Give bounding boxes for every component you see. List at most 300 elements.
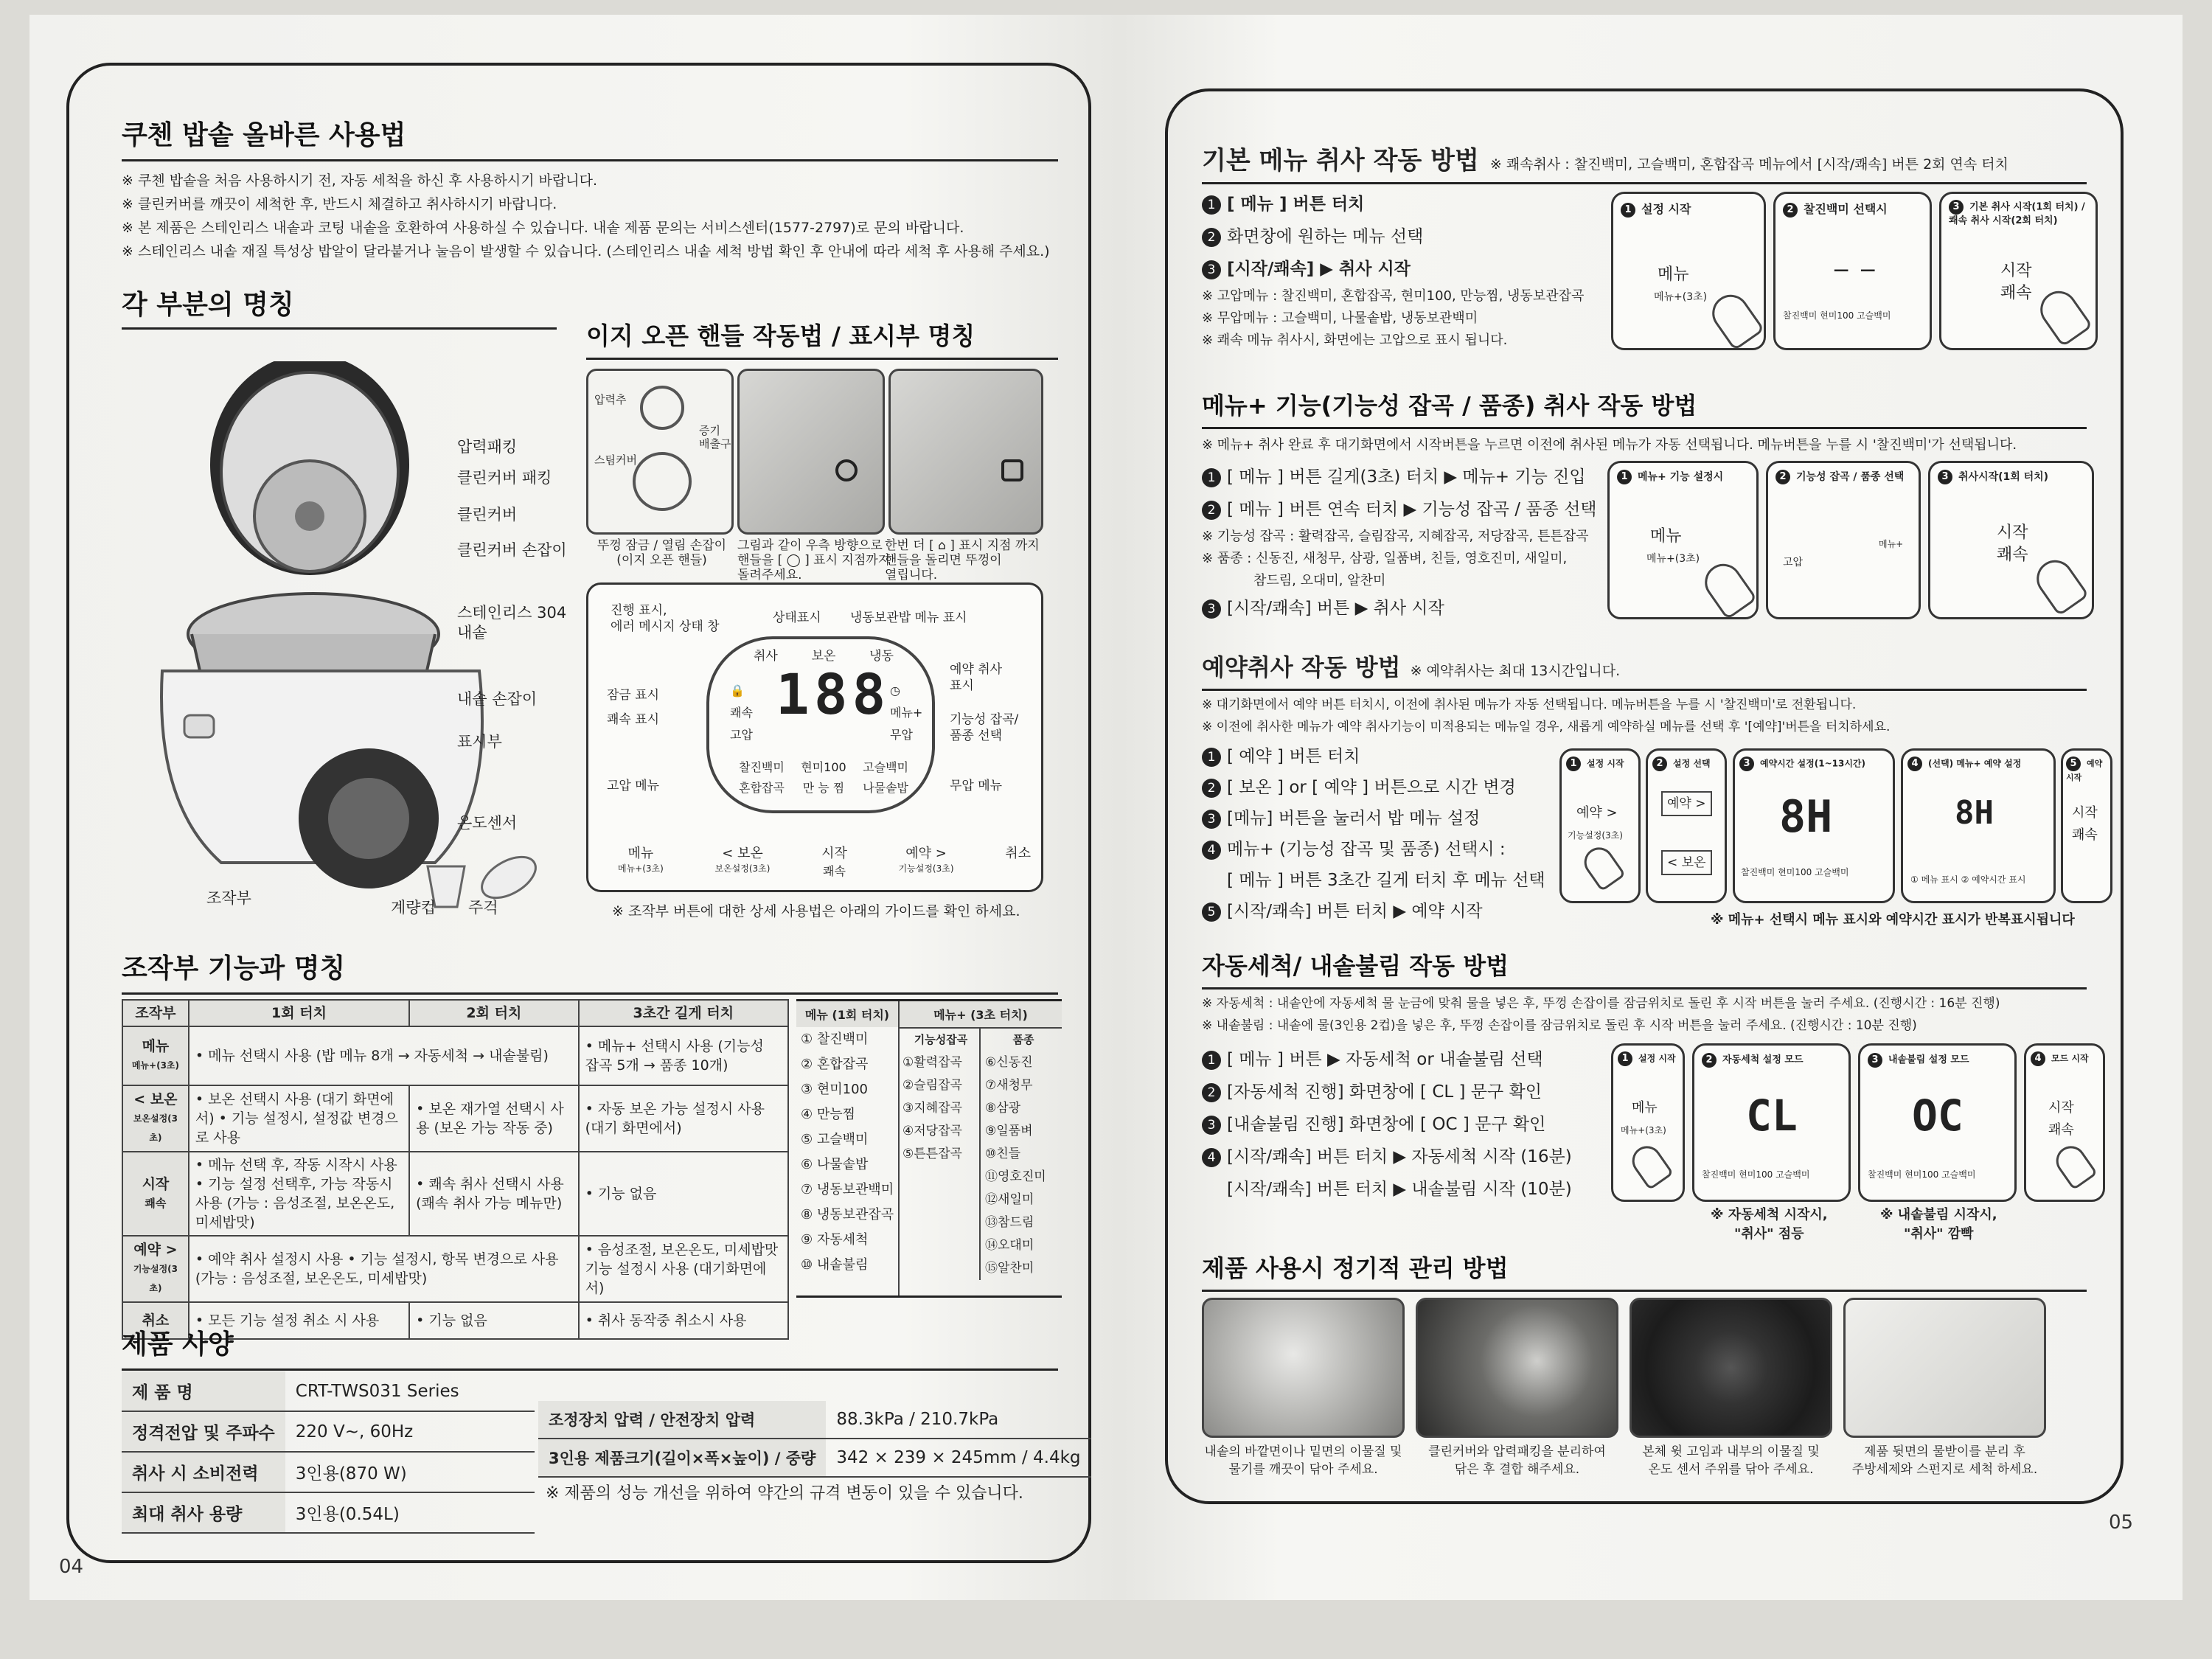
reserve-note: ※ 대기화면에서 예약 버튼 터치시, 이전에 취사된 메뉴가 자동 선택됩니다. 메뉴버튼을 누를 시 '찰진백미'로 전환됩니다.: [1202, 698, 1857, 712]
box-line: 메뉴+(3초): [1654, 291, 1708, 303]
basic-note: ※ 쾌속 메뉴 취사시, 화면에는 고압으로 표시 됩니다.: [1202, 333, 1508, 348]
step-text: [시작/쾌속] 버튼 터치 ▶ 예약 시작: [1227, 902, 1483, 921]
box-line: 메뉴: [1658, 265, 1689, 284]
box-head: 설정 시작: [1638, 1053, 1676, 1064]
caption-line: ※ 내솥불림 시작시,: [1880, 1207, 1997, 1222]
box-head: 취사시작(1회 터치): [1958, 471, 2049, 483]
clean-box-2: 2 자동세척 설정 모드 CL 찰진백미 현미100 고슬백미: [1692, 1043, 1851, 1202]
spec-section: [122, 1324, 1058, 1371]
box-line: CL: [1746, 1091, 1798, 1141]
basic-box-1: 1 설정 시작 메뉴 메뉴+(3초): [1611, 192, 1766, 350]
step-text: [시작/쾌속] ▶ 취사 시작: [1227, 260, 1411, 279]
box-head: 예약시간 설정(1~13시간): [1760, 758, 1865, 769]
cell-2-touch: • 쾌속 취사 선택시 사용 (쾌속 취사 가능 메뉴만): [409, 1152, 578, 1236]
box-line: 메뉴+(3초): [1621, 1125, 1666, 1135]
basic-title-note: ※ 쾌속취사 : 찰진백미, 고슬백미, 혼합잡곡 메뉴에서 [시작/쾌속] 버튼 2회 연속 터치: [1489, 156, 2009, 173]
box-line: 메뉴+(3초): [1646, 553, 1700, 565]
display-label: 에러 메시지 상태 창: [611, 619, 720, 634]
variety-item: ⑫새일미: [985, 1192, 1034, 1207]
caption-line: 제품 뒷면의 물받이를 분리 후: [1864, 1444, 2025, 1459]
table-row: [122, 1492, 535, 1533]
variety-item: ⑩친들: [985, 1147, 1021, 1161]
reserve-steps: 1 [ 예약 ] 버튼 터치 2 [ 보온 ] or [ 예약 ] 버튼으로 시간 변경 3 [메뉴] 버튼을 눌러서 밥 메뉴 설정 4 메뉴+ (기능성 잡곡 및 품종) 선택시 : [ 메뉴 ] 버튼 3초간 길게 터치 후 메뉴 선택 5 [시작/쾌속] 버튼 터치 ▶ 예약 시작: [1202, 741, 1545, 927]
box-head: 찰진백미 선택시: [1804, 202, 1888, 216]
handle-title: 이지 오픈 핸들 작동법 / 표시부 명칭: [586, 317, 1058, 360]
step-text: [ 메뉴 ] 버튼 연속 터치 ▶ 기능성 잡곡 / 품종 선택: [1227, 500, 1597, 519]
handle-caption-1: [590, 538, 734, 568]
lcd-menu-item: 나물솥밥: [863, 781, 908, 795]
lcd-fast: 쾌속: [730, 706, 753, 720]
spec-value: 3인용(870 W): [285, 1452, 535, 1492]
display-footnote: ※ 조작부 버튼에 대한 상세 사용법은 아래의 가이드를 확인 하세요.: [612, 903, 1020, 919]
clean-caption-2: [1880, 1206, 1997, 1244]
caption-line: 열립니다.: [885, 568, 938, 582]
step-text: [ 메뉴 ] 버튼 ▶ 자동세척 or 내솥불림 선택: [1227, 1050, 1543, 1069]
box-head: 기본 취사 시작(1회 터치) / 쾌속 취사 시작(2회 터치): [1949, 201, 2085, 226]
controls-table: [122, 999, 789, 1340]
box-head: (선택) 메뉴+ 예약 설정: [1928, 758, 2022, 769]
label-rice-paddle: 주걱: [468, 899, 498, 917]
label-steam-cover: 스팀커버: [594, 453, 637, 467]
right-page: [1121, 15, 2183, 1600]
lcd-menu-item: 현미100: [801, 760, 846, 774]
caption-line: 주방세제와 스펀지로 세척 하세요.: [1851, 1462, 2038, 1477]
variety-header: 품종: [1012, 1033, 1034, 1046]
clean-box-3: 3 내솥불림 설정 모드 OC 찰진백미 현미100 고슬백미: [1858, 1043, 2017, 1202]
caption-line: "취사" 깜빡: [1904, 1226, 1974, 1242]
menuplus-note-line: 참드림, 오대미, 알찬미: [1253, 573, 1386, 588]
parts-title: 각 부분의 명칭: [122, 284, 557, 330]
handle-step-3-image: [888, 369, 1043, 535]
caption-line: 닦은 후 결합 해주세요.: [1454, 1462, 1580, 1477]
box-line: 찰진백미 현미100 고슬백미: [1702, 1169, 1810, 1180]
func-item: ①활력잡곡: [902, 1055, 962, 1070]
spec-key: 정격전압 및 주파수: [122, 1411, 285, 1452]
spec-key: 조정장치 압력 / 안전장치 압력: [538, 1401, 826, 1439]
label-control-panel: 조작부: [206, 889, 251, 907]
variety-item: ⑪영호진미: [985, 1169, 1046, 1184]
box-line: 시작: [2072, 805, 2098, 821]
handle-step-2-image: [737, 369, 885, 535]
caption-line: 내솥의 바깥면이나 밑면의 이물질 및: [1204, 1444, 1402, 1459]
table-row: [122, 1452, 535, 1492]
usage-section: [122, 114, 1058, 263]
box-line: 쾌속: [1997, 546, 2028, 564]
finger-icon: [2033, 284, 2093, 347]
basic-title: 기본 메뉴 취사 작동 방법: [1202, 146, 1479, 175]
cell-1-touch: • 예약 취사 설정시 사용 • 기능 설정시, 항목 변경으로 사용 (가능 : 음성조절, 보온온도, 미세밥맛): [189, 1236, 579, 1302]
box-line: 메뉴+: [1879, 539, 1904, 549]
box-head: 메뉴+ 기능 설정시: [1638, 471, 1724, 483]
display-label: 무압 메뉴: [950, 779, 1003, 793]
display-label: 예약 취사: [950, 662, 1003, 677]
box-head: 예약 시작: [2066, 759, 2103, 782]
row-name: 예약 >: [133, 1242, 178, 1258]
menu-item: ⑩ 내솥불림: [801, 1257, 869, 1273]
display-label: 고압 메뉴: [607, 779, 660, 793]
step-text: [ 메뉴 ] 버튼 길게(3초) 터치 ▶ 메뉴+ 기능 진입: [1227, 467, 1586, 487]
row-name-sub: 메뉴+(3초): [131, 1060, 179, 1071]
box-line: ─ ─: [1834, 258, 1875, 284]
lcd-screen: [706, 636, 935, 813]
box-line: < 보온: [1661, 850, 1712, 875]
menu-header: 메뉴 (1회 터치): [796, 1001, 898, 1027]
box-line: 메뉴: [1650, 527, 1682, 546]
box-line: 메뉴: [1632, 1100, 1658, 1116]
menu-item: ⑨ 자동세척: [801, 1232, 869, 1248]
clean-section: [1202, 947, 2087, 1037]
display-label: 품종 선택: [950, 728, 1003, 743]
panel-button-reserve[interactable]: [899, 843, 954, 879]
variety-item: ⑮알찬미: [985, 1261, 1034, 1276]
box-head: 자동세척 설정 모드: [1722, 1054, 1804, 1065]
basic-note: ※ 무압메뉴 : 고슬백미, 나물솥밥, 냉동보관백미: [1202, 310, 1478, 326]
button-label: < 보온: [722, 846, 763, 861]
caption-line: (이지 오픈 핸들): [616, 553, 707, 568]
menu-items: [796, 1027, 898, 1278]
label-measuring-cup: 계량컵: [391, 899, 436, 917]
box-line: 기능설정(3초): [1568, 830, 1623, 841]
box-line: ① 메뉴 표시 ② 예약시간 표시: [1910, 874, 2026, 885]
variety-item: ⑬참드림: [985, 1215, 1034, 1230]
menu-item: ⑦ 냉동보관백미: [801, 1182, 894, 1197]
spec-value: 342 × 239 × 245mm / 4.4kg: [826, 1439, 1091, 1477]
lcd-high-pressure: 고압: [730, 728, 753, 742]
lcd-menu-item: 혼합잡곡: [739, 781, 785, 795]
care-section: [1202, 1250, 2087, 1292]
reserve-section: [1202, 649, 2087, 738]
row-name: < 보온: [133, 1091, 178, 1107]
table-row: [122, 1152, 788, 1236]
col-header: 조작부: [122, 1000, 189, 1026]
cell-long-touch: • 기능 없음: [579, 1152, 788, 1236]
menuplus-note-line: ※ 기능성 잡곡 : 활력잡곡, 슬림잡곡, 지혜잡곡, 저당잡곡, 튼튼잡곡: [1202, 529, 1589, 544]
panel-button-warm[interactable]: [715, 843, 771, 879]
box-line: 찰진백미 현미100 고슬백미: [1783, 310, 1891, 321]
step-text: 화면창에 원하는 메뉴 선택: [1227, 227, 1424, 246]
caption-line: 핸들을 돌리면 뚜껑이: [885, 553, 1002, 568]
reserve-footnote: ※ 메뉴+ 선택시 메뉴 표시와 예약시간 표시가 반복표시됩니다: [1711, 912, 2075, 928]
caption-line: 그림과 같이 우측 방향으로: [737, 538, 883, 553]
clean-title: 자동세척/ 내솥불림 작동 방법: [1202, 947, 2087, 990]
box-line: 8H: [1779, 791, 1833, 843]
table-row: [538, 1401, 1091, 1439]
panel-button-start[interactable]: [821, 843, 847, 879]
func-header: 기능성잡곡: [914, 1033, 968, 1046]
step-text: [ 보온 ] or [ 예약 ] 버튼으로 시간 변경: [1227, 778, 1516, 797]
clean-caption-1: [1711, 1206, 1828, 1244]
lcd-digits: 188: [776, 661, 891, 727]
step-text: [내솥불림 진행] 화면창에 [ OC ] 문구 확인: [1227, 1115, 1546, 1134]
care-caption-3: [1630, 1443, 1832, 1478]
usage-note: ※ 스테인리스 내솥 재질 특성상 밥알이 달라붙거나 눌음이 발생할 수 있습니다. (스테인리스 내솥 세척 방법 확인 후 안내에 따라 세척 후 사용해 주세요.): [122, 243, 1050, 260]
col-header: 3초간 길게 터치: [579, 1000, 788, 1026]
variety-item: ⑦새청무: [985, 1078, 1033, 1093]
page-number: 05: [2109, 1512, 2134, 1534]
controls-title: 조작부 기능과 명칭: [122, 947, 1058, 995]
step-text: 메뉴+ (기능성 잡곡 및 품종) 선택시 :: [1227, 840, 1506, 859]
spec-key: 3인용 제품크기(길이×폭×높이) / 중량: [538, 1439, 826, 1477]
label-inner-pot: 내솥: [457, 624, 487, 641]
care-photo-inner-pot: [1202, 1298, 1405, 1438]
cell-1-touch: • 모든 기능 설정 취소 시 사용: [189, 1302, 409, 1339]
button-sub-label: 메뉴+(3초): [618, 863, 664, 874]
display-label: 쾌속 표시: [607, 712, 660, 727]
handle-caption-2: [737, 538, 890, 582]
box-line: 고압: [1783, 557, 1804, 568]
reserve-title-note: ※ 예약취사는 최대 13시간입니다.: [1410, 663, 1621, 679]
button-label: 예약 >: [905, 846, 947, 861]
panel-buttons: [618, 843, 1031, 879]
step-text: [시작/쾌속] 버튼 터치 ▶ 자동세척 시작 (16분): [1227, 1147, 1572, 1166]
reserve-title: 예약취사 작동 방법: [1202, 653, 1401, 681]
spec-key: 제 품 명: [122, 1371, 285, 1411]
cell-1-touch: • 메뉴 선택 후, 작동 시작시 사용 • 기능 설정 선택후, 가능 작동시 사용 (가능 : 음성조절, 보온온도, 미세밥맛): [189, 1152, 409, 1236]
menuplus-section: [1202, 387, 2087, 457]
display-label: 표시: [950, 678, 974, 693]
box-line: 쾌속: [2000, 284, 2032, 302]
menuplus-box-1: 1 메뉴+ 기능 설정시 메뉴 메뉴+(3초): [1607, 461, 1759, 619]
row-name: 시작: [142, 1176, 170, 1192]
usage-note: ※ 클린커버를 깨끗이 세척한 후, 반드시 체결하고 취사하시기 바랍니다.: [122, 196, 557, 212]
variety-item: ⑧삼광: [985, 1101, 1021, 1116]
col-header: 1회 터치: [189, 1000, 409, 1026]
spec-note: ※ 제품의 성능 개선을 위하여 약간의 규격 변동이 있을 수 있습니다.: [546, 1484, 1023, 1503]
finger-icon: [2051, 1141, 2098, 1191]
box-head: 설정 시작: [1587, 758, 1624, 769]
label-clean-cover: 클린커버: [457, 506, 518, 524]
box-line: 예약 >: [1576, 805, 1618, 821]
menu-plus-header: 메뉴+ (3초 터치): [900, 1001, 1062, 1029]
display-label: 상태표시: [773, 611, 821, 625]
box-line: 8H: [1955, 794, 1994, 832]
label-inner-pot-handle: 내솥 손잡이: [457, 690, 538, 708]
cell-long-touch: • 자동 보온 가능 설정시 사용 (대기 화면에서): [579, 1085, 788, 1152]
clean-note: ※ 자동세척 : 내솥안에 자동세척 물 눈금에 맞춰 물을 넣은 후, 뚜껑 손잡이를 잠금위치로 돌린 후 시작 버튼을 눌러 주세요. (진행시간 : 16분 진행): [1202, 996, 2000, 1011]
label-clean-cover-handle: 클린커버 손잡이: [457, 541, 567, 559]
spec-table: [122, 1371, 535, 1534]
spec-value: 88.3kPa / 210.7kPa: [826, 1401, 1091, 1439]
lcd-warm: 보온: [811, 649, 836, 664]
row-name-sub: 쾌속: [145, 1197, 167, 1210]
care-photo-body: [1630, 1298, 1832, 1438]
clean-box-1: 1 설정 시작 메뉴 메뉴+(3초): [1611, 1043, 1685, 1202]
care-caption-4: [1843, 1443, 2046, 1478]
basic-box-2: 2 찰진백미 선택시 ─ ─ 찰진백미 현미100 고슬백미: [1773, 192, 1932, 350]
cell-long-touch: • 취사 동작중 취소시 사용: [579, 1302, 788, 1339]
clean-steps: 1 [ 메뉴 ] 버튼 ▶ 자동세척 or 내솥불림 선택 2 [자동세척 진행] 화면창에 [ CL ] 문구 확인 3 [내솥불림 진행] 화면창에 [ OC ] 문구 확인 4 [시작/쾌속] 버튼 터치 ▶ 자동세척 시작 (16분) [시작/쾌속] 버튼 터치 ▶ 내솥불림 시작 (10분): [1202, 1043, 1572, 1206]
menuplus-steps: 1 [ 메뉴 ] 버튼 길게(3초) 터치 ▶ 메뉴+ 기능 진입 2 [ 메뉴 ] 버튼 연속 터치 ▶ 기능성 잡곡 / 품종 선택 ※ 기능성 잡곡 : 활력잡곡, 슬림잡곡, 지혜잡곡, 저당잡곡, 튼튼잡곡 ※ 품종 : 신동진, 새청무, 삼광, 일품벼, 친들, 영호진미, 새일미, 참드림, 오대미, 알찬미 3 [시작/쾌속] 버튼 ▶ 취사 시작: [1202, 467, 1597, 618]
cell-2-touch: • 보온 재가열 선택시 사용 (보온 가능 작동 중): [409, 1085, 578, 1152]
box-head: 모드 시작: [2051, 1053, 2089, 1064]
label-display: 표시부: [457, 733, 502, 751]
finger-icon: [1697, 557, 1757, 620]
clean-note: ※ 내솥불림 : 내솥에 물(3인용 2컵)을 넣은 후, 뚜껑 손잡이를 잠금위치로 돌린 후 시작 버튼을 눌러 주세요. (진행시간 : 10분 진행): [1202, 1018, 1917, 1033]
label-pressure-weight: 압력추: [594, 393, 627, 406]
variety-item: ⑥신동진: [985, 1055, 1033, 1070]
reserve-box-1: 1 설정 시작 예약 > 기능설정(3초): [1559, 748, 1641, 903]
box-line: 시작: [1997, 524, 2028, 542]
lcd-cook: 취사: [754, 649, 778, 664]
clean-box-4: 4 모드 시작 시작 쾌속: [2024, 1043, 2105, 1202]
button-label: 취소: [1005, 846, 1031, 861]
menu-item: ⑤ 고슬백미: [801, 1132, 869, 1147]
usage-notes: [122, 169, 1058, 263]
manual-spread: [29, 15, 2183, 1615]
row-name-sub: 기능설정(3초): [133, 1264, 178, 1293]
func-item: ⑤튼튼잡곡: [902, 1147, 962, 1161]
caption-line: 물기를 깨끗이 닦아 주세요.: [1228, 1462, 1378, 1477]
cell-1-touch: • 메뉴 선택시 사용 (밥 메뉴 8개 → 자동세척 → 내솥불림): [189, 1026, 579, 1085]
box-line: 쾌속: [2072, 827, 2098, 843]
row-name: 취소: [142, 1312, 170, 1329]
finger-icon: [1705, 288, 1764, 351]
menu-item: ⑥ 나물솥밥: [801, 1157, 869, 1172]
spec-table-2: [538, 1401, 1091, 1478]
button-label: 메뉴: [627, 846, 654, 861]
menu-list-panel: [796, 999, 1062, 1298]
step-text: [시작/쾌속] 버튼 터치 ▶ 내솥불림 시작 (10분): [1227, 1180, 1572, 1199]
usage-note: ※ 본 제품은 스테인리스 내솥과 코팅 내솥을 호환하여 사용하실 수 있습니다. 내솥 제품 문의는 서비스센터(1577-2797)로 문의 바랍니다.: [122, 220, 964, 236]
reserve-box-5: 5 예약 시작 시작 쾌속: [2061, 748, 2112, 903]
menu-item: ④ 만능찜: [801, 1107, 856, 1122]
page-number: 04: [59, 1556, 84, 1578]
display-label: 진행 표시,: [611, 603, 667, 618]
table-row: [538, 1439, 1091, 1477]
label-temp-sensor: 온도센서: [457, 814, 518, 832]
box-head: 설정 선택: [1673, 758, 1711, 769]
left-page: [29, 15, 1121, 1600]
cell-1-touch: • 보온 선택시 사용 (대기 화면에서) • 기능 설정시, 설정값 변경으로 사용: [189, 1085, 409, 1152]
reserve-box-4: 4 (선택) 메뉴+ 예약 설정 8H ① 메뉴 표시 ② 예약시간 표시: [1901, 748, 2056, 903]
box-line: 찰진백미 현미100 고슬백미: [1741, 867, 1849, 877]
menuplus-note-line: ※ 품종 : 신동진, 새청무, 삼광, 일품벼, 친들, 영호진미, 새일미,: [1202, 551, 1568, 566]
controls-section: [122, 947, 1058, 995]
basic-note: ※ 고압메뉴 : 찰진백미, 혼합잡곡, 현미100, 만능찜, 냉동보관잡곡: [1202, 288, 1585, 304]
step-text: [메뉴] 버튼을 눌러서 밥 메뉴 설정: [1227, 809, 1481, 828]
step-text: [자동세척 진행] 화면창에 [ CL ] 문구 확인: [1227, 1082, 1542, 1102]
spec-value: CRT-TWS031 Series: [285, 1371, 535, 1411]
table-row: [122, 1026, 788, 1085]
caption-line: 핸들을 [ ◯ ] 표시 지점까지: [737, 553, 891, 568]
caption-line: 온도 센서 주위를 닦아 주세요.: [1648, 1462, 1814, 1477]
box-head: 기능성 잡곡 / 품종 선택: [1796, 471, 1905, 483]
handle-section: [586, 317, 1058, 360]
lcd-frozen: 냉동: [869, 649, 894, 664]
finger-icon: [1627, 1141, 1674, 1191]
parts-section: [122, 284, 557, 330]
button-sub-label: 보온설정(3초): [714, 863, 771, 874]
reserve-box-3: 3 예약시간 설정(1~13시간) 8H 찰진백미 현미100 고슬백미: [1733, 748, 1895, 903]
lcd-menu-item: 만 능 찜: [802, 781, 845, 795]
caption-line: 돌려주세요.: [737, 568, 802, 582]
step-text: [ 메뉴 ] 버튼 3초간 길게 터치 후 메뉴 선택: [1227, 871, 1545, 890]
finger-icon: [2029, 553, 2089, 616]
lcd-menu-item: 찰진백미: [739, 760, 785, 774]
menu-item: ② 혼합잡곡: [801, 1057, 869, 1072]
usage-note: ※ 쿠첸 밥솥을 처음 사용하시기 전, 자동 세척을 하신 후 사용하시기 바랍니다.: [122, 173, 598, 189]
lcd-menu-plus: 메뉴+: [890, 706, 923, 720]
display-label: 기능성 잡곡/: [950, 712, 1019, 727]
basic-steps: 1 [ 메뉴 ] 버튼 터치 2 화면창에 원하는 메뉴 선택 3 [시작/쾌속] ▶ 취사 시작 ※ 고압메뉴 : 찰진백미, 혼합잡곡, 현미100, 만능찜, 냉동보관잡곡 ※ 무압메뉴 : 고슬백미, 나물솥밥, 냉동보관백미 ※ 쾌속 메뉴 취사시, 화면에는 고압으로 표시 됩니다.: [1202, 188, 1584, 352]
label-clean-cover-packing: 클린커버 패킹: [457, 469, 552, 487]
box-line: OC: [1912, 1091, 1964, 1141]
func-item: ③지혜잡곡: [902, 1101, 962, 1116]
handle-caption-3: [885, 538, 1040, 582]
menuplus-note: ※ 메뉴+ 취사 완료 후 대기화면에서 시작버튼을 누르면 이전에 취사된 메뉴가 자동 선택됩니다. 메뉴버튼을 누를 시 '찰진백미'가 선택됩니다.: [1202, 437, 2017, 453]
label-pressure-packing: 압력패킹: [457, 438, 518, 456]
menuplus-box-2: 2 기능성 잡곡 / 품종 선택 고압 메뉴+: [1766, 461, 1921, 619]
spec-value: 220 V~, 60Hz: [285, 1411, 535, 1452]
box-head: 설정 시작: [1641, 202, 1691, 216]
panel-button-cancel[interactable]: [1005, 843, 1031, 879]
step-text: [ 메뉴 ] 버튼 터치: [1227, 195, 1365, 214]
care-caption-1: [1202, 1443, 1405, 1478]
panel-button-menu[interactable]: [618, 843, 664, 879]
cell-long-touch: • 음성조절, 보온온도, 미세밥맛 기능 설정시 사용 (대기화면에서): [579, 1236, 788, 1302]
label-stainless: 스테인리스 304: [457, 604, 567, 622]
reserve-box-2: 2 설정 선택 예약 > < 보온: [1646, 748, 1727, 903]
row-name-sub: 보온설정(3초): [133, 1113, 178, 1143]
func-item: ②슬림잡곡: [902, 1078, 962, 1093]
menu-item: ③ 현미100: [801, 1082, 868, 1097]
caption-line: 클린커버와 압력패킹을 분리하여: [1428, 1444, 1606, 1459]
box-line: 예약 >: [1661, 791, 1712, 816]
step-text: [ 예약 ] 버튼 터치: [1227, 747, 1360, 766]
caption-line: "취사" 점등: [1734, 1226, 1804, 1242]
box-head: 내솥불림 설정 모드: [1888, 1054, 1969, 1065]
finger-icon: [1579, 842, 1626, 892]
table-row: [122, 1411, 535, 1452]
lcd-menu-item: 고슬백미: [863, 760, 908, 774]
display-label: 냉동보관밥 메뉴 표시: [850, 611, 967, 625]
box-line: 쾌속: [2048, 1122, 2074, 1138]
variety-item: ⑭오대미: [985, 1238, 1034, 1253]
func-item: ④저당잡곡: [902, 1124, 962, 1138]
button-sub-label: 쾌속: [823, 864, 846, 878]
spec-title: 제품 사양: [122, 1324, 1058, 1371]
label-steam: 증기: [699, 424, 720, 437]
care-photo-clean-cover: [1416, 1298, 1618, 1438]
box-line: 찰진백미 현미100 고슬백미: [1868, 1169, 1976, 1180]
caption-line: ※ 자동세척 시작시,: [1711, 1207, 1828, 1222]
table-row: [122, 1236, 788, 1302]
table-row: [122, 1085, 788, 1152]
step-text: [시작/쾌속] 버튼 ▶ 취사 시작: [1227, 599, 1444, 618]
menuplus-box-3: 3 취사시작(1회 터치) 시작 쾌속: [1928, 461, 2094, 619]
cell-2-touch: • 기능 없음: [409, 1302, 578, 1339]
basic-section: [1202, 140, 2087, 184]
handle-step-1-image: [586, 369, 734, 535]
table-row: [122, 1371, 535, 1411]
spec-value: 3인용(0.54L): [285, 1492, 535, 1533]
caption-line: 본체 윗 고임과 내부의 이물질 및: [1642, 1444, 1820, 1459]
row-name: 메뉴: [142, 1038, 170, 1054]
lcd-clock-icon: ◷: [890, 684, 900, 698]
button-label: 시작: [821, 846, 847, 861]
reserve-note: ※ 이전에 취사한 메뉴가 예약 취사기능이 미적용되는 메뉴일 경우, 새롭게 예약하실 메뉴를 선택 후 '[예약]'버튼을 터치하세요.: [1202, 720, 1891, 734]
usage-title: 쿠첸 밥솥 올바른 사용법: [122, 114, 1058, 161]
lcd-lock-icon: 🔒: [730, 684, 745, 698]
care-title: 제품 사용시 정기적 관리 방법: [1202, 1250, 2087, 1292]
lcd-no-pressure: 무압: [890, 728, 913, 742]
box-line: 시작: [2000, 262, 2032, 280]
col-header: 2회 터치: [409, 1000, 578, 1026]
caption-line: 한번 더 [ ⌂ ] 표시 지점 까지: [885, 538, 1040, 553]
button-sub-label: 기능설정(3초): [898, 863, 954, 874]
menu-item: ① 찰진백미: [801, 1032, 869, 1047]
basic-box-3: 3 기본 취사 시작(1회 터치) / 쾌속 취사 시작(2회 터치) 시작 쾌속: [1939, 192, 2098, 350]
